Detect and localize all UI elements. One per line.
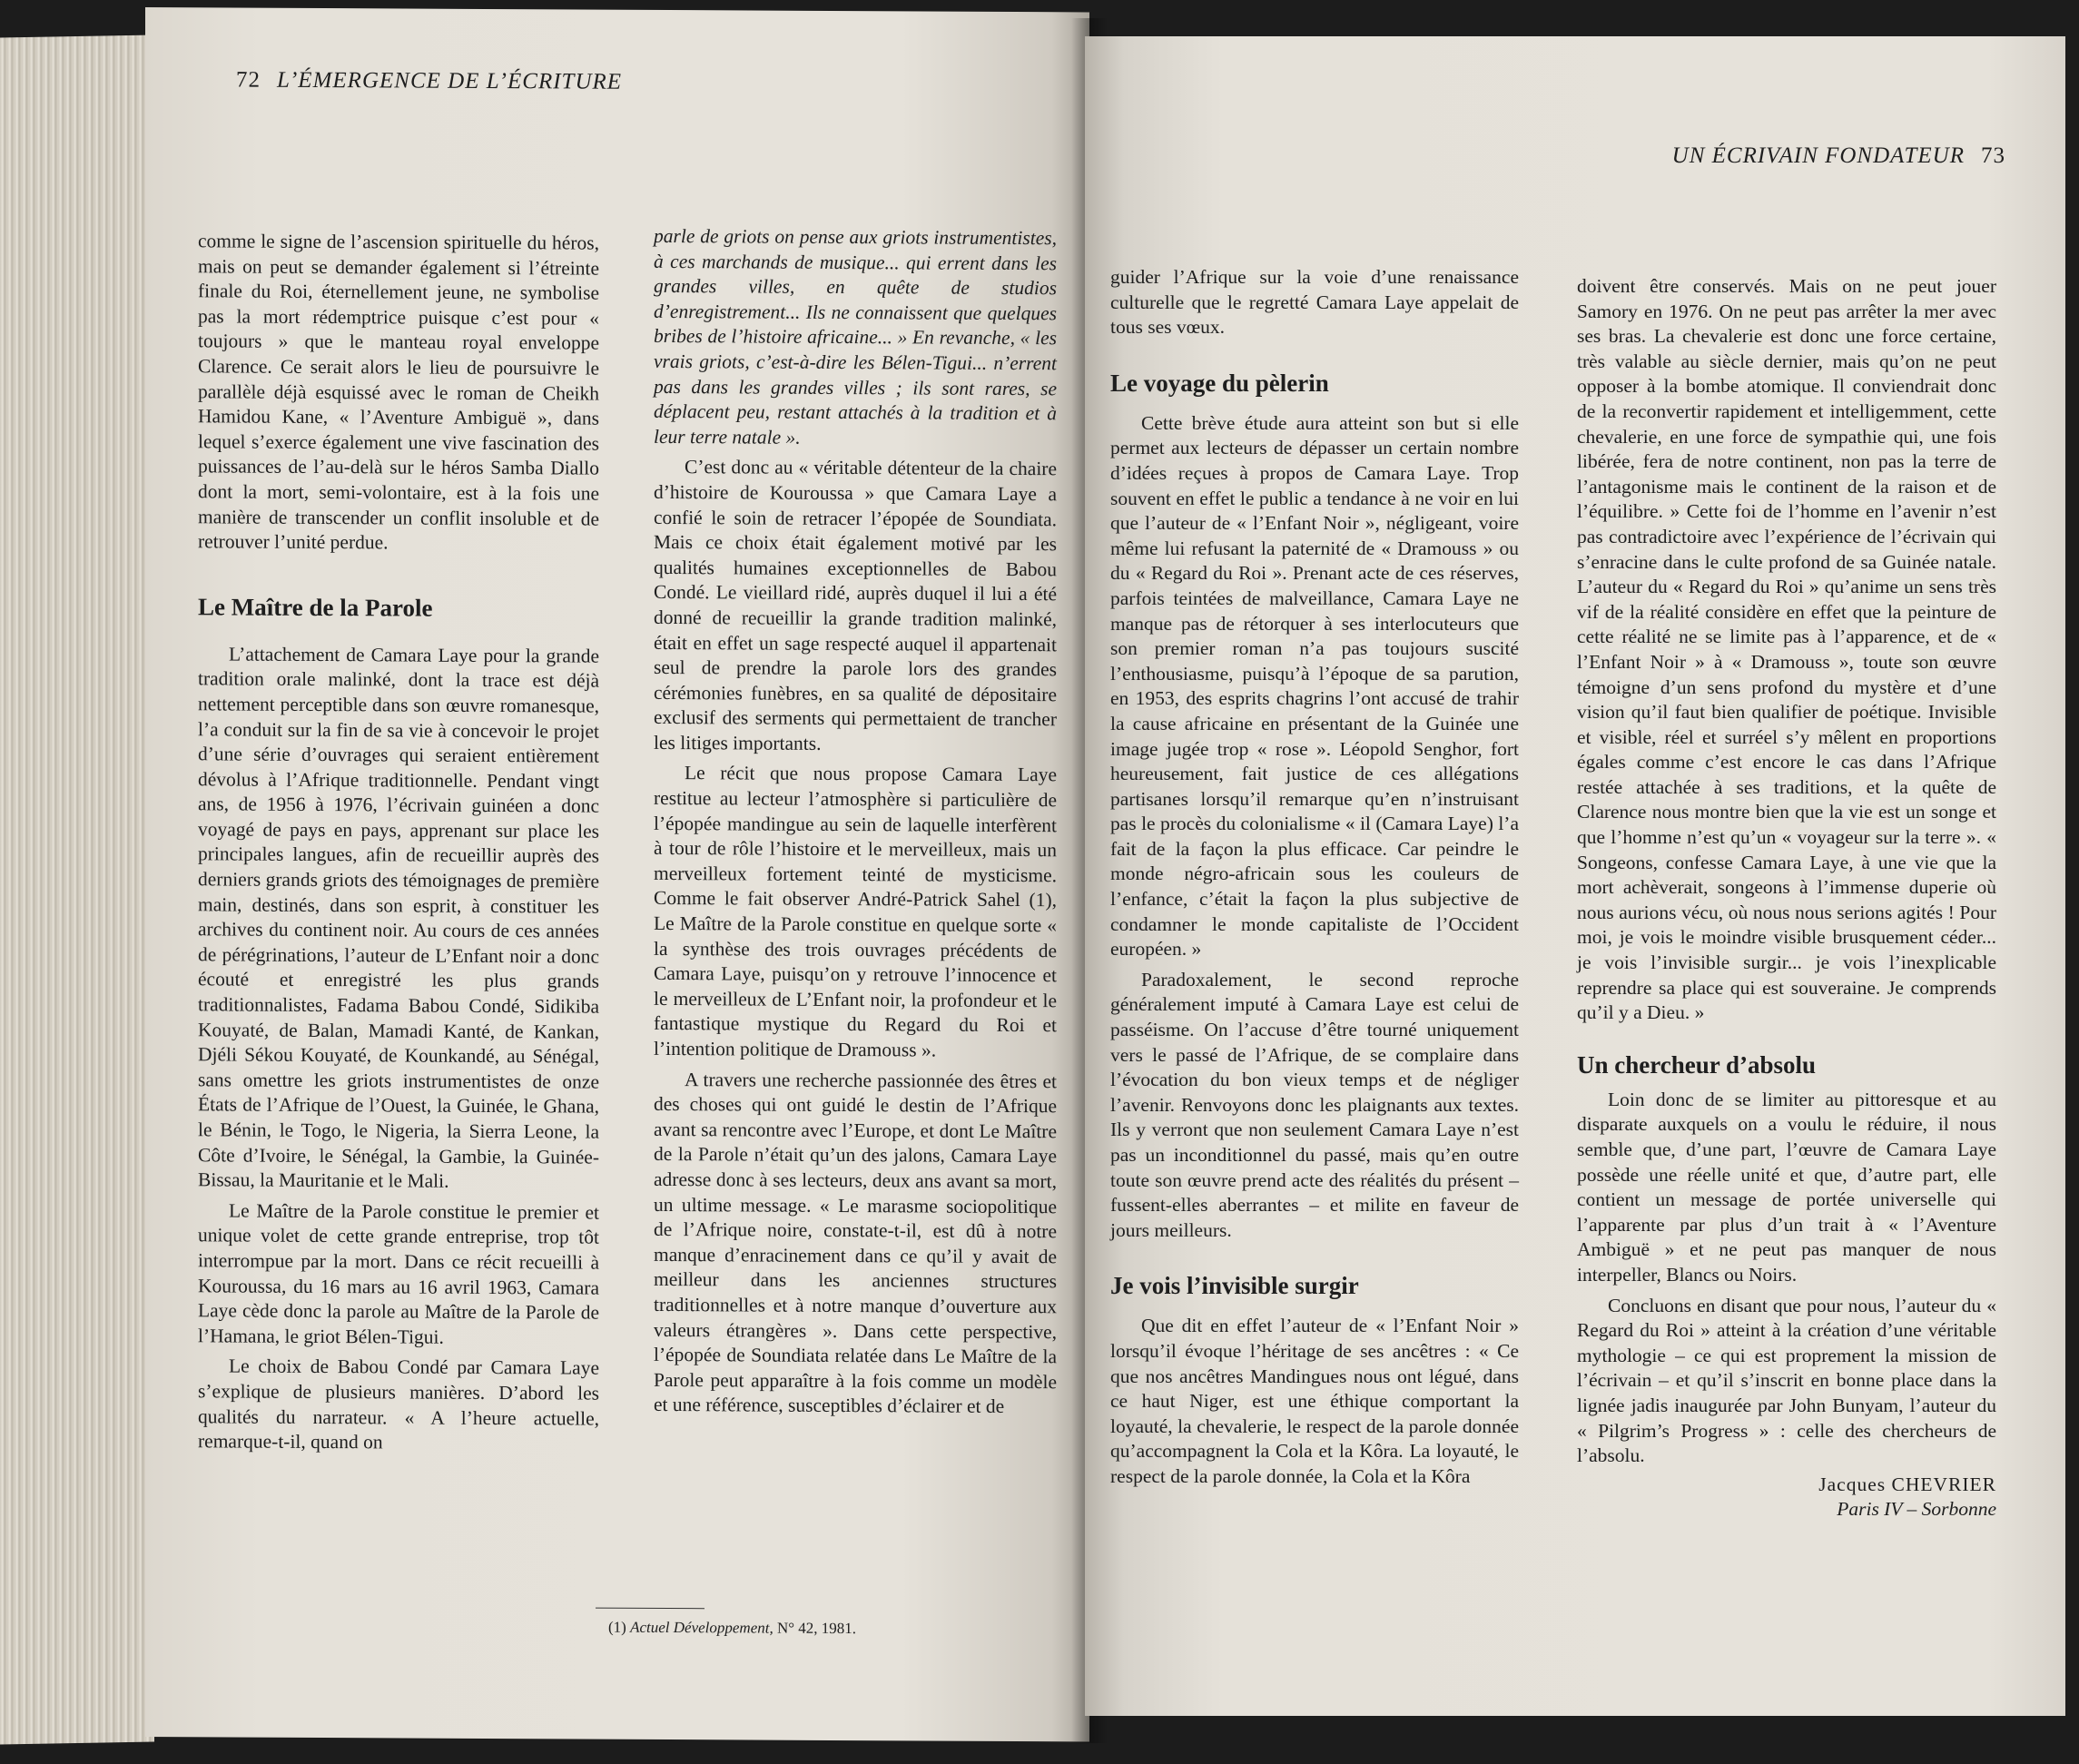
paragraph: doivent être conservés. Mais on ne peut jouer Samory en 1976. On ne peut pas arrêter la mer avec ses bras. La chevalerie est donc une force certaine, très valable au siècle dernier, mais qu’on ne peut opposer à la bombe atomique. Il conviendrait donc de la reconvertir rapidement et intelligemment, cette chevalerie, en une force de sympathie qui, une fois libérée, fera de notre continent, non pas la terre de l’antagonisme mais le continent de la raison et de l’équilibre. » Cette foi de l’homme en l’avenir n’est pas contradictoire avec l’expérience de l’écrivain qui s’enracine dans le culte profond de sa Guinée natale. L’auteur du « Regard du Roi » qu’anime un sens très vif de la réalité considère en effet que la peinture de cette réalité ne se limite pas à l’apparence, et de « l’Enfant Noir » à « Dramouss », toute son œuvre témoigne d’un sens profond du mystère et d’une vision qu’il faut bien qualifier de poétique. Invisible et visible, réel et surréel s’y mêlent en proportions égales comme c’est encore le cas dans l’Afrique restée attachée à ses traditions, et la quête de Clarence nous montre bien que la vie est un songe et que l’homme n’est qu’un « voyageur sur la terre ». « Songeons, confesse Camara Laye, à une vie que la mort achèverait, songeons à l’immense duperie où nous aurions vécu, où nous nous serions agités ! Pour moi, je vois le moindre visible brusquement céder... je vois l’invisible surgir... je vois l’inexplicable reprendre sa place qui est souveraine. Je comprends qu’il y a Dieu. »: [1577, 275, 1996, 1024]
paragraph: Le récit que nous propose Camara Laye restitue au lecteur l’atmosphère si particulière de l’épopée mandingue au sein de laquelle interfèrent à tour de rôle l’histoire et le merveilleux, mais un merveilleux fortement teinté de mysticisme. Comme le fait observer André-Patrick Sahel (1), Le Maître de la Parole constitue en quelque sorte « la synthèse des trois ouvrages précédents de Camara Laye, puisqu’on y retrouve l’innocence et le merveilleux de L’Enfant noir, la profondeur et le fantastique mystique du Regard du Roi et l’intention politique de Dramouss ».: [654, 762, 1057, 1061]
left-column-1: [198, 229, 599, 1456]
paragraph: Le Maître de la Parole constitue le premier et unique volet de cette grande entreprise, trop tôt interrompue par la mort. Dans ce récit recueilli à Kouroussa, du 16 mars au 16 avril 1963, Camara Laye cède donc la parole au Maître de la Parole de l’Hamana, le griot Bélen-Tigui.: [198, 1199, 599, 1348]
author-signature: Jacques CHEVRIER: [1818, 1473, 1996, 1495]
left-running-title: L’ÉMERGENCE DE L’ÉCRITURE: [277, 67, 623, 94]
paragraph: C’est donc au « véritable détenteur de la chaire d’histoire de Kouroussa » que Camara Laye a confié le soin de retracer l’épopée de Soundiata. Mais ce choix était également motivé par les qualités humaines exceptionnelles de Babou Condé. Le vieillard ridé, auprès duquel il lui a été donné de recueillir la grande tradition malinké, était en effet un sage respecté auquel il appartenait seul de prendre la parole lors des grandes cérémonies funèbres, en sa qualité de dépositaire exclusif des serments qui permettaient de trancher les litiges importants.: [654, 456, 1057, 754]
paragraph: Loin donc de se limiter au pittoresque et au disparate auxquels on a voulu le réduire, il nous semble que, d’une part, l’œuvre de Camara Laye possède une réelle unité et que, d’autre part, elle contient un message de portée universelle qui l’apparente par plus d’un trait à « l’Aventure Ambiguë » et ne peut pas manquer de nous interpeller, Blancs ou Noirs.: [1577, 1088, 1996, 1286]
left-page: [145, 7, 1089, 1741]
paragraph: Le choix de Babou Condé par Camara Laye s’explique de plusieurs manières. D’abord les qualités du narrateur. « A l’heure actuelle, remarque-t-il, quand on: [198, 1355, 599, 1454]
right-column-2: [1577, 274, 1996, 1523]
right-page-number: 73: [1981, 143, 2005, 168]
author-affiliation: Paris IV – Sorbonne: [1837, 1498, 1996, 1521]
section-heading: Le Maître de la Parole: [198, 593, 433, 622]
section-heading: Un chercheur d’absolu: [1577, 1050, 1817, 1079]
right-running-head: [1672, 143, 2022, 169]
footnote-rule: [596, 1608, 704, 1610]
section-heading: Le voyage du pèlerin: [1110, 369, 1329, 397]
right-running-title: UN ÉCRIVAIN FONDATEUR: [1671, 143, 1965, 168]
right-page: [1085, 36, 2065, 1716]
paragraph: Cette brève étude aura atteint son but si elle permet aux lecteurs de dépasser un certain nombre d’idées reçues à propos de Camara Laye. Trop souvent en effet le public a tendance à ne voir en lui que l’auteur de « l’Enfant Noir », négligeant, voire même lui refusant la paternité de « Dramouss » ou du « Regard du Roi ». Prenant acte de ces réserves, parfois teintées de malveillance, Camara Laye ne manque pas de rétorquer à ses interlocuteurs que son premier roman n’a pas toujours suscité l’enthousiasme, puisqu’à l’époque de sa parution, en 1953, des esprits chagrins l’ont accusé de trahir la cause africaine en présentant de la Guinée une image jugée trop « rose ». Léopold Senghor, fort heureusement, fait justice de ces allégations partisanes lorsqu’il remarque qu’en n’instruisant pas le procès du colonialisme « il (Camara Laye) l’a fait de la façon la plus efficace. Car peindre le monde négro-africain sous les couleurs de l’enfance, c’était la façon la plus subjective de condamner le monde capitaliste de l’Occident européen. »: [1110, 411, 1519, 961]
left-page-number: 72: [236, 67, 261, 93]
right-column-1: [1110, 265, 1519, 1490]
paragraph: L’attachement de Camara Laye pour la grande tradition orale malinké, dont la trace est déjà nettement perceptible dans son œuvre romanesque, l’a conduit sur la fin de sa vie à concevoir le projet d’une série d’ouvrages qui seraient entièrement dévolus à l’Afrique traditionnelle. Pendant vingt ans, de 1956 à 1976, l’écrivain guinéen a donc voyagé de pays en pays, apprenant sur place les principales langues, afin de recueillir auprès des derniers grands griots des témoignages de première main, destinés, dans son esprit, à constituer les archives du continent noir. Au cours de ces années de pérégrinations, l’auteur de L’Enfant noir a donc écouté et enregistré les plus grands traditionnalistes, Fadama Babou Condé, Sidikiba Kouyaté, de Balan, Mamadi Kanté, de Kankan, Djéli Sékou Kouyaté, de Kounkandé, au Sénégal, sans omettre les griots instrumentistes de onze États de l’Afrique de l’Ouest, la Guinée, le Ghana, le Bénin, le Togo, le Nigeria, la Sierra Leone, la Côte d’Ivoire, le Sénégal, la Gambie, la Guinée-Bissau, la Mauritanie et le Mali.: [198, 643, 599, 1192]
paragraph: comme le signe de l’ascension spirituelle du héros, mais on peut se demander également si l’étreinte finale du Roi, éternellement jeune, ne symbolise pas la mort rédemptrice puisque c’est pour « toujours » que le manteau royal enveloppe Clarence. Ce serait alors le lieu de poursuivre le parallèle déjà esquissé avec le roman de Cheikh Hamidou Kane, « l’Aventure Ambiguë », dans lequel s’exerce également une vive fascination des puissances de l’au-delà sur le héros Samba Diallo dont la mort, semi-volontaire, est à la fois une manière de transcender un conflit insoluble et de retrouver l’unité perdue.: [198, 230, 599, 554]
paragraph: guider l’Afrique sur la voie d’une renaissance culturelle que le regretté Camara Laye appelait de tous ses vœux.: [1110, 266, 1519, 339]
paragraph: parle de griots on pense aux griots instrumentistes, à ces marchands de musique... qui errent dans les grandes villes, en quête de studios d’enregistrement... Ils ne connaissent que quelques bribes de l’histoire africaine... » En revanche, « les vrais griots, c’est-à-dire les Bélen-Tigui... n’errent pas dans les grandes villes ; ils sont rares, se déplacent peu, restant attachés à la tradition et à leur terre natale ».: [654, 224, 1057, 448]
footnote-number: (1): [608, 1618, 626, 1636]
section-heading: Je vois l’invisible surgir: [1110, 1272, 1359, 1300]
page-stack: [0, 35, 154, 1745]
paragraph: Paradoxalement, le second reproche généralement imputé à Camara Laye est celui de passéisme. On l’accuse d’être tourné uniquement vers le passé de l’Afrique, de se complaire dans l’évocation du bon vieux temps et de négliger l’avenir. Renvoyons donc les plaignants aux textes. Ils y verront que non seulement Camara Laye n’est pas un inconditionnel du passé, mais qu’en outre toute son œuvre prend acte des réalités du présent – fussent-elles aberrantes – et milite en faveur de jours meilleurs.: [1110, 968, 1519, 1241]
paragraph: Concluons en disant que pour nous, l’auteur du « Regard du Roi » atteint à la création d’une véritable mythologie – ce qui est proprement la mission de l’écrivain – et qu’il s’inscrit en bonne place dans la lignée jadis inaugurée par John Bunyam, l’auteur du « Pilgrim’s Progress » : celle des chercheurs de l’absolu.: [1577, 1294, 1996, 1467]
footnote-title: Actuel Développement,: [630, 1618, 773, 1637]
footnote: [608, 1619, 856, 1638]
paragraph: Que dit en effet l’auteur de « l’Enfant Noir » lorsqu’il évoque l’héritage de ses ancêtres : « Ce que nos ancêtres Mandingues nous ont légué, dans ce haut Niger, est une éthique comportant la loyauté, la chevalerie, le respect de la parole donnée qu’accompagnent la Cola et la Kôra. La loyauté, le respect de la parole donnée, la Cola et la Kôra: [1110, 1315, 1519, 1487]
left-running-head: [220, 67, 622, 94]
footnote-text: N° 42, 1981.: [776, 1619, 857, 1638]
left-column-2: [654, 224, 1057, 1420]
paragraph: A travers une recherche passionnée des êtres et des choses qui ont guidé le destin de l’Afrique avant sa rencontre avec l’Europe, et dont Le Maître de la Parole n’était qu’un des jalons, Camara Laye adresse donc à ses lecteurs, deux ans avant sa mort, un ultime message. « Le marasme sociopolitique de l’Afrique noire, constate-t-il, est dû à notre manque d’enracinement dans ce qu’il y avait de meilleur dans les anciennes structures traditionnelles et à notre manque d’ouverture aux valeurs étrangères ». Dans cette perspective, l’épopée de Soundiata relatée dans Le Maître de la Parole peut apparaître à la fois comme un modèle et une référence, susceptibles d’éclairer et de: [654, 1068, 1057, 1418]
